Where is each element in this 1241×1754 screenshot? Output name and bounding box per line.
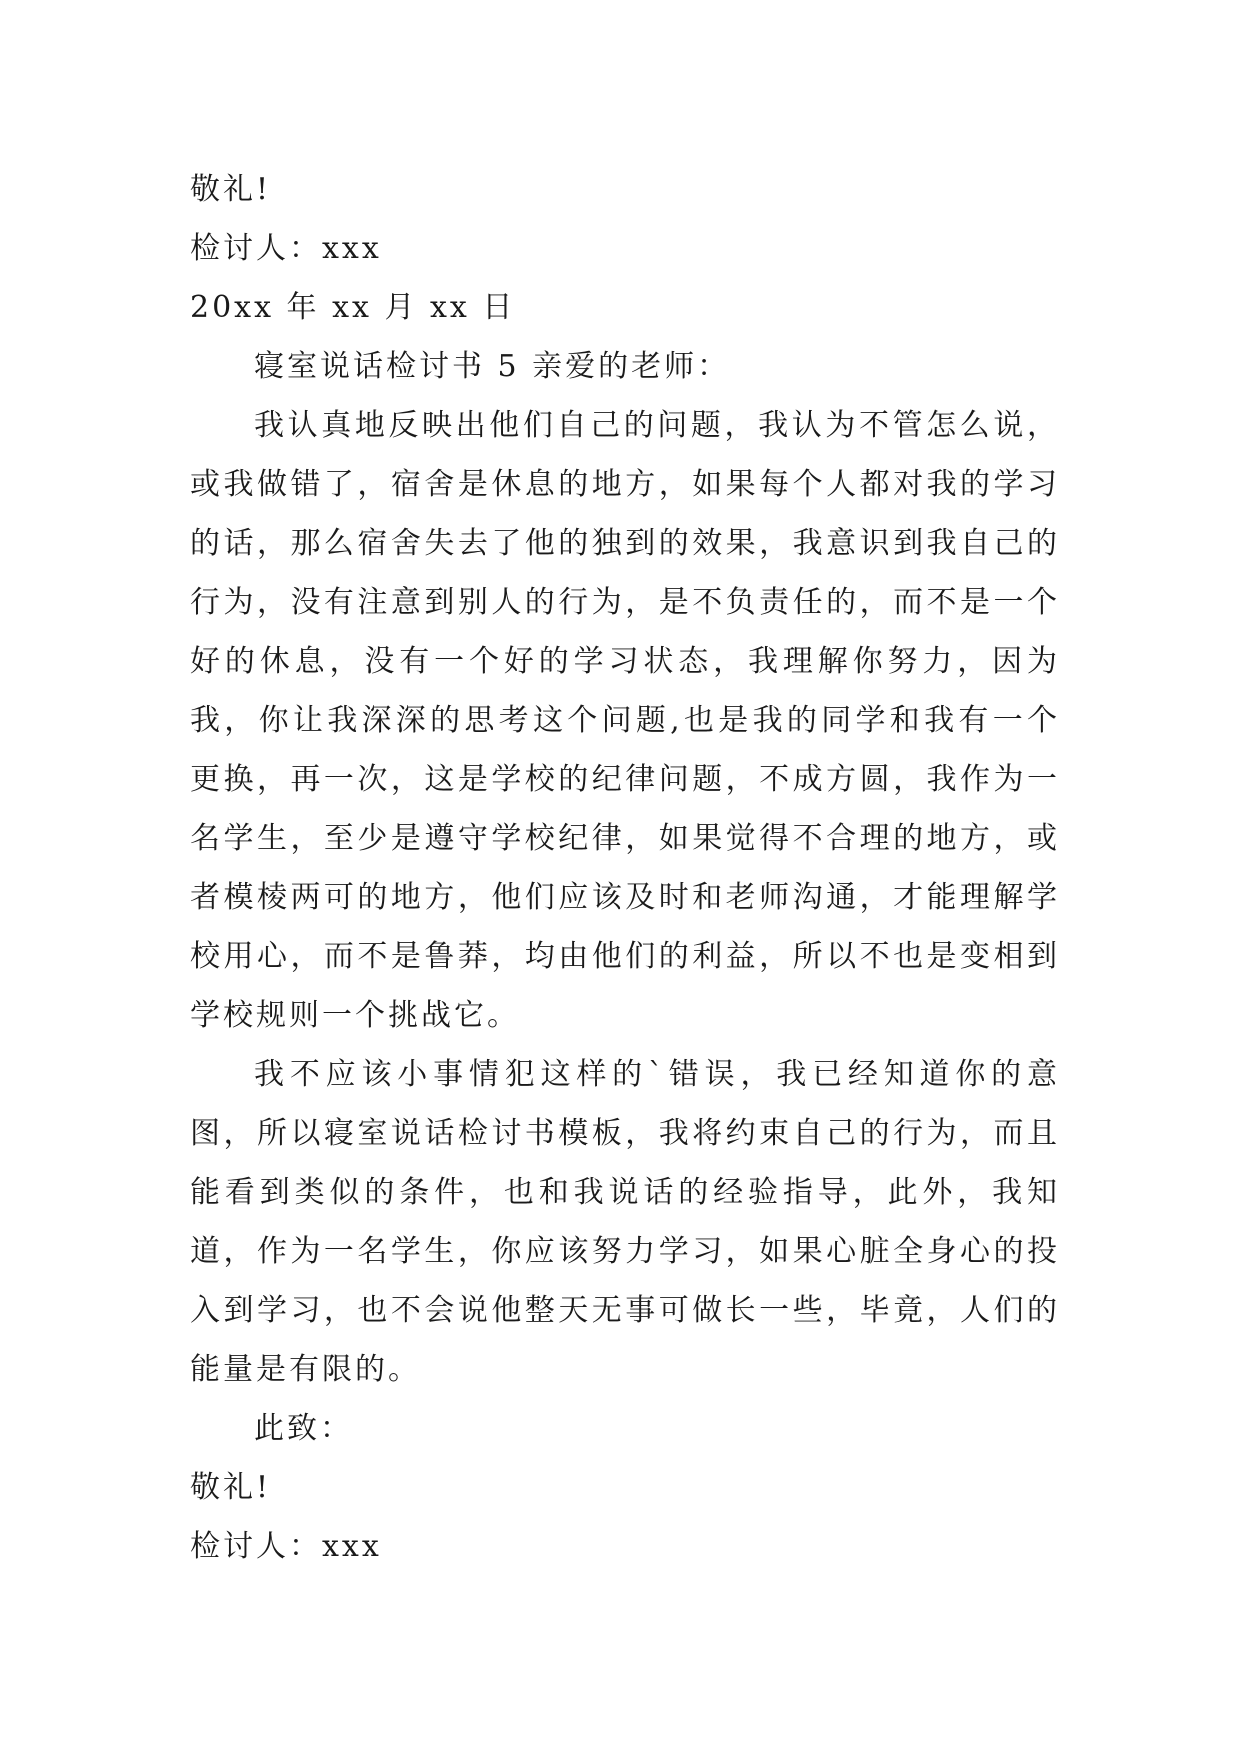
body-paragraph-1: 我认真地反映出他们自己的问题，我认为不管怎么说，或我做错了，宿舍是休息的地方，如果每个人都对我的学习的话，那么宿舍失去了他的独到的效果，我意识到我自己的行为，没有注意到别人的行为，是不负责任的，而不是一个好的休息，没有一个好的学习状态，我理解你努力，因为我，你让我深深的思考这个问题,也是我的同学和我有一个更换，再一次，这是学校的纪律问题，不成方圆，我作为一名学生，至少是遵守学校纪律，如果觉得不合理的地方，或者模棱两可的地方，他们应该及时和老师沟通，才能理解学校用心，而不是鲁莽，均由他们的利益，所以不也是变相到学校规则一个挑战它。 <box>190 408 1060 1033</box>
signer-line-bottom: 检讨人：xxx <box>190 1529 382 1564</box>
signer-line-top: 检讨人：xxx <box>190 231 382 266</box>
document-body <box>190 160 1060 1576</box>
closing-greeting: 此致： <box>254 1411 353 1446</box>
body-paragraph-2: 我不应该小事情犯这样的`错误，我已经知道你的意图，所以寝室说话检讨书模板，我将约束自己的行为，而且能看到类似的条件，也和我说话的经验指导，此外，我知道，作为一名学生，你应该努力学习，如果心脏全身心的投入到学习，也不会说他整天无事可做长一些，毕竟，人们的能量是有限的。 <box>190 1057 1060 1387</box>
date-line: 20xx 年 xx 月 xx 日 <box>190 290 516 325</box>
section-heading: 寝室说话检讨书 5 亲爱的老师： <box>254 349 731 384</box>
closing-salute-bottom: 敬礼! <box>190 1470 272 1505</box>
closing-salute-top: 敬礼! <box>190 172 272 207</box>
